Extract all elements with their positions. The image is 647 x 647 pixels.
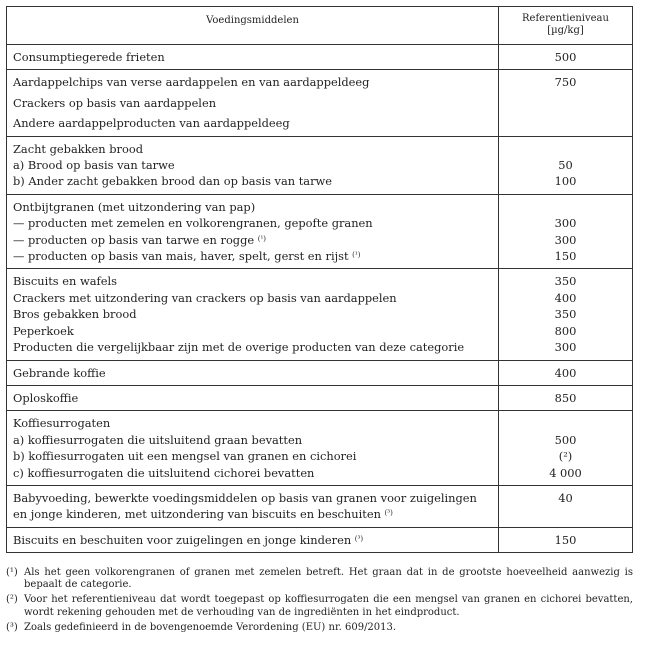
level-cell	[499, 527, 633, 552]
food-cell	[7, 411, 499, 486]
food-item-text: a) koffiesurrogaten die uitsluitend graan bevatten	[13, 432, 303, 447]
footnote	[6, 567, 633, 591]
reference-level-value: 50	[558, 158, 573, 173]
food-item-text: Crackers op basis van aardappelen	[13, 95, 217, 110]
food-cell	[7, 45, 499, 70]
table-header-row	[7, 7, 633, 45]
food-item-text: Ontbijtgranen (met uitzondering van pap)	[13, 199, 256, 214]
footnote-text: Als het geen volkorengranen of granen met zemelen betreft. Het graan dat in de grootste hoeveelheid aanwezig is bepaalt de categorie.	[24, 567, 633, 591]
table-row	[7, 194, 633, 269]
footnote	[6, 594, 633, 618]
reference-level-value: 400	[554, 365, 577, 380]
food-item-text: b) koffiesurrogaten uit een mengsel van granen en cichorei	[13, 449, 357, 464]
table-row	[7, 136, 633, 194]
reference-level-value: 750	[554, 75, 577, 90]
footnote-mark: (¹)	[6, 567, 18, 578]
header-food-label: Voedingsmiddelen	[206, 15, 299, 26]
food-item-text: Crackers met uitzondering van crackers op basis van aardappelen	[13, 290, 397, 305]
header-level-line2: [µg/kg]	[547, 25, 584, 36]
food-item-text: — producten op basis van tarwe en rogge $^{(^1)}$	[13, 232, 267, 247]
footnote-mark: (²)	[6, 594, 18, 606]
reference-level-value: 800	[554, 323, 577, 338]
food-item-text: Gebrande koffie	[13, 365, 106, 380]
reference-level-value: 400	[554, 290, 577, 305]
reference-level-value: 500	[554, 432, 577, 447]
footnote-text: Voor het referentieniveau dat wordt toegepast op koffiesurrogaten die een mengsel van granen en cichorei bevatten, wordt rekening gehouden met de verhouding van de ingrediënten in het eindproduct.	[24, 594, 633, 618]
footnote-text: Zoals gedefinieerd in de bovengenoemde Verordening (EU) nr. 609/2013.	[24, 621, 397, 633]
food-cell	[7, 136, 499, 194]
food-item-text: Producten die vergelijkbaar zijn met de overige producten van deze categorie	[13, 340, 465, 355]
footnote	[6, 622, 633, 634]
food-cell	[7, 527, 499, 552]
table-row	[7, 527, 633, 552]
food-cell	[7, 485, 499, 527]
reference-level-value: 40	[558, 490, 573, 505]
food-item-text: — producten met zemelen en volkorengranen, gepofte granen	[13, 216, 373, 231]
table-row	[7, 45, 633, 70]
table-row	[7, 385, 633, 410]
reference-level-value	[503, 199, 628, 215]
reference-level-value: 500	[554, 50, 577, 64]
food-item-text: Peperkoek	[13, 323, 74, 338]
reference-level-value: 350	[554, 274, 577, 289]
food-item-text: Andere aardappelproducten van aardappeldeeg	[13, 116, 290, 131]
food-item-text: Zacht gebakken brood	[13, 141, 143, 156]
header-reference-level	[499, 7, 633, 45]
table-body	[7, 45, 633, 553]
food-item-text: Biscuits en beschuiten voor zuigelingen en jonge kinderen $^{(^3)}$	[13, 532, 364, 547]
header-food	[7, 7, 499, 45]
reference-level-value	[503, 95, 628, 111]
footnotes	[6, 567, 633, 637]
table-row	[7, 411, 633, 486]
level-cell	[499, 194, 633, 269]
footnote-ref-mark: (³)	[354, 534, 364, 543]
level-cell	[499, 411, 633, 486]
table-row	[7, 360, 633, 385]
table-row	[7, 485, 633, 527]
food-item-text: Oploskoffie	[13, 390, 79, 405]
food-item-text: c) koffiesurrogaten die uitsluitend cichorei bevatten	[13, 465, 315, 480]
level-cell	[499, 70, 633, 136]
level-cell	[499, 485, 633, 527]
table-row	[7, 269, 633, 360]
food-item-text: a) Brood op basis van tarwe	[13, 158, 175, 173]
reference-level-value: 100	[554, 174, 577, 189]
reference-levels-table	[6, 6, 633, 553]
footnote-ref-mark: (¹)	[352, 251, 361, 260]
level-cell	[499, 269, 633, 360]
food-item-text: b) Ander zacht gebakken brood dan op basis van tarwe	[13, 174, 333, 189]
level-cell	[499, 360, 633, 385]
food-item-text: Consumptiegerede frieten	[13, 50, 165, 64]
reference-level-value: 300	[554, 232, 577, 247]
footnote-mark: (³)	[6, 621, 18, 633]
reference-level-value: 300	[554, 340, 577, 355]
footnote-ref-mark: (¹)	[257, 234, 267, 243]
reference-level-value	[503, 415, 628, 431]
table-row	[7, 70, 633, 136]
food-item-text: Bros gebakken brood	[13, 307, 137, 322]
food-item-text: Koffiesurrogaten	[13, 416, 111, 431]
reference-level-value: 850	[554, 390, 577, 405]
footnote-ref-mark: (³)	[384, 509, 393, 518]
reference-level-value: (²)	[558, 449, 573, 464]
reference-level-value: 350	[554, 307, 577, 322]
food-item-text: — producten op basis van mais, haver, spelt, gerst en rijst $^{(^1)}$	[13, 249, 361, 264]
reference-level-value: 300	[554, 216, 577, 231]
level-cell	[499, 385, 633, 410]
food-item-text: Aardappelchips van verse aardappelen en van aardappeldeeg	[13, 75, 370, 90]
header-level-line1: Referentieniveau	[522, 13, 609, 24]
food-item-text: Babyvoeding, bewerkte voedingsmiddelen op basis van granen voor zuigelingen en jonge kinderen, met uitzondering van biscuits en beschuiten $^{(^3)}$	[13, 490, 477, 522]
food-cell	[7, 194, 499, 269]
food-cell	[7, 385, 499, 410]
food-cell	[7, 269, 499, 360]
reference-level-value: 4 000	[549, 465, 582, 480]
level-cell	[499, 136, 633, 194]
food-item-text: Biscuits en wafels	[13, 274, 117, 289]
food-cell	[7, 70, 499, 136]
reference-level-value: 150	[554, 249, 577, 264]
food-cell	[7, 360, 499, 385]
reference-level-value	[503, 115, 628, 131]
level-cell	[499, 45, 633, 70]
reference-level-value	[503, 141, 628, 157]
reference-level-value: 150	[554, 532, 577, 547]
